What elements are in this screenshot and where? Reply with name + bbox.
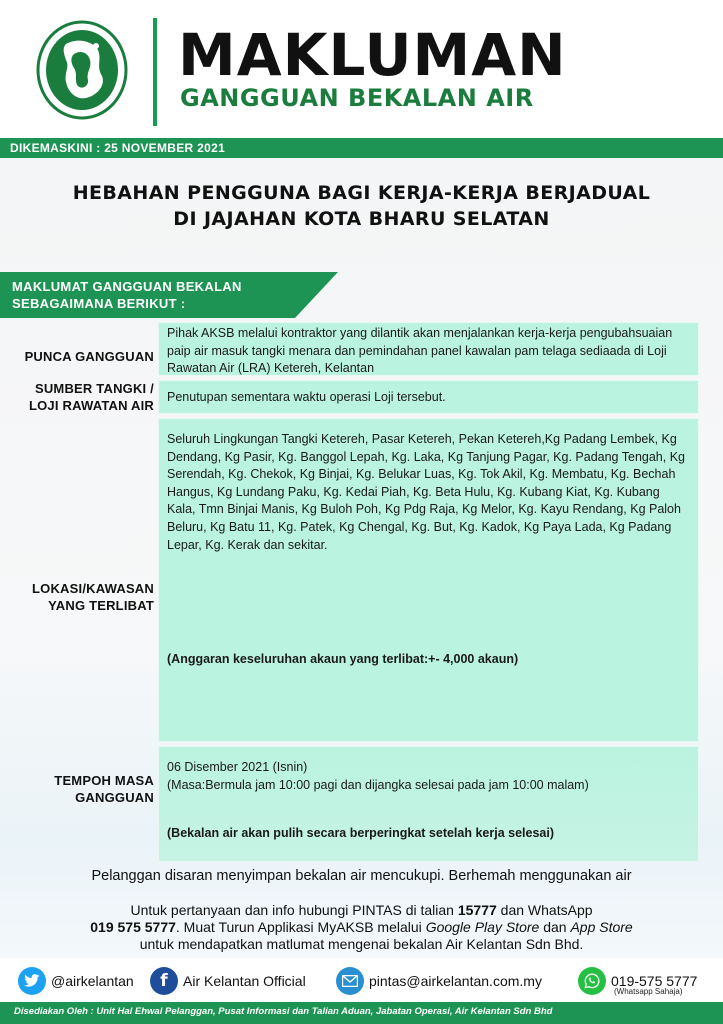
updated-date: DIKEMASKINI : 25 NOVEMBER 2021 xyxy=(10,141,226,155)
facebook-icon: f xyxy=(150,967,178,995)
label-lokasi-line2: YANG TERLIBAT xyxy=(48,598,154,613)
lokasi-accounts: (Anggaran keseluruhan akaun yang terlibat:+- 4,000 akaun) xyxy=(167,652,519,666)
info-banner-line2: SEBAGAIMANA BERIKUT : xyxy=(12,296,186,311)
label-punca xyxy=(0,348,154,365)
footer-bar xyxy=(0,1002,723,1024)
page-subtitle: GANGGUAN BEKALAN AIR xyxy=(180,84,534,112)
notice-title-line2: DI JAJAHAN KOTA BHARU SELATAN xyxy=(173,208,550,230)
label-sumber-line1: SUMBER TANGKI / xyxy=(34,381,154,396)
notice-title-line1: HEBAHAN PENGGUNA BAGI KERJA-KERJA BERJADUAL xyxy=(72,182,651,204)
info-banner-line1: MAKLUMAT GANGGUAN BEKALAN xyxy=(12,279,242,294)
box-punca xyxy=(158,322,699,376)
contact-p1: Untuk pertanyaan dan info hubungi PINTAS di talian xyxy=(130,902,458,918)
social-twitter[interactable] xyxy=(18,966,134,996)
social-bar xyxy=(0,960,723,1002)
email-icon xyxy=(336,967,364,995)
twitter-handle: @airkelantan xyxy=(51,973,134,989)
notice-title xyxy=(0,180,723,232)
label-lokasi xyxy=(0,580,154,614)
contact-app-store: App Store xyxy=(570,919,633,935)
info-banner xyxy=(0,272,340,318)
label-tempoh xyxy=(0,772,154,806)
contact-info xyxy=(0,902,723,953)
contact-p2: dan WhatsApp xyxy=(496,902,593,918)
tempoh-restore: (Bekalan air akan pulih secara berperingkat setelah kerja selesai) xyxy=(167,826,554,840)
contact-line1 xyxy=(0,902,723,919)
whatsapp-number: 019-575 5777 xyxy=(611,973,698,989)
social-facebook[interactable] xyxy=(150,966,306,996)
contact-line2 xyxy=(0,919,723,936)
label-punca-text: PUNCA GANGGUAN xyxy=(24,349,154,364)
label-tempoh-line1: TEMPOH MASA xyxy=(54,773,154,788)
whatsapp-icon xyxy=(578,967,606,995)
contact-google-play: Google Play Store xyxy=(425,919,540,935)
twitter-icon xyxy=(18,967,46,995)
contact-whatsapp: 019 575 5777 xyxy=(90,919,176,935)
tempoh-time: (Masa:Bermula jam 10:00 pagi dan dijangka selesai pada jam 10:00 malam) xyxy=(167,777,589,792)
punca-text: Pihak AKSB melalui kontraktor yang dilantik akan menjalankan kerja-kerja pengubahsuaian paip air masuk tangki menara dan pemindahan panel kawalan pam telaga sediaada di Loji Rawatan Air (LRA) Ketereh, Kelantan xyxy=(167,326,673,376)
facebook-page: Air Kelantan Official xyxy=(183,973,306,989)
social-email[interactable] xyxy=(336,966,542,996)
box-tempoh xyxy=(158,746,699,862)
contact-line3: untuk mendapatkan matlumat mengenai bekalan Air Kelantan Sdn Bhd. xyxy=(139,936,584,952)
footer-credit: Disediakan Oleh : Unit Hal Ehwal Pelanggan, Pusat Informasi dan Talian Aduan, Jabatan Operasi, Air Kelantan Sdn Bhd xyxy=(14,1006,553,1017)
page-title: MAKLUMAN xyxy=(178,21,567,89)
email-address: pintas@airkelantan.com.my xyxy=(369,973,542,989)
tempoh-date: 06 Disember 2021 (Isnin) xyxy=(167,760,308,774)
header-divider xyxy=(153,18,157,126)
label-lokasi-line1: LOKASI/KAWASAN xyxy=(32,581,154,596)
contact-hotline: 15777 xyxy=(457,902,497,918)
label-sumber-line2: LOJI RAWATAN AIR xyxy=(28,398,154,413)
lokasi-text: Seluruh Lingkungan Tangki Ketereh, Pasar Ketereh, Pekan Ketereh,Kg Padang Lembek, Kg Dendang, Kg Pasir, Kg. Banggol Lepah, Kg. Laka, Kg Tanjung Pagar, Kg. Padang Tengah, Kg Serendah, Kg. Chekok, Kg Binjai, Kg. Belukar Luas, Kg. Tok Akil, Kg. Membatu, Kg. Bechah Hangus, Kg Lundang Paku, Kg. Kedai Piah, Kg. Beta Hulu, Kg. Kubang Kiat, Kg. Kubang Kala, Tmn Binjai Manis, Kg Buloh Poh, Kg Pdg Raja, Kg Melor, Kg. Kayu Rendang, Kg Paloh Beluru, Kg Batu 11, Kg. Patek, Kg Chengal, Kg. But, Kg. Kadok, Kg Paya Lada, Kg Padang Lepar, Kg. Kerak dan sekitar. xyxy=(167,432,685,552)
label-sumber xyxy=(0,380,154,414)
label-tempoh-line2: GANGGUAN xyxy=(75,790,154,805)
advice-text: Pelanggan disaran menyimpan bekalan air mencukupi. Berhemah menggunakan air xyxy=(91,868,632,884)
air-kelantan-logo xyxy=(36,20,128,120)
whatsapp-note: (Whatsapp Sahaja) xyxy=(614,987,683,996)
sumber-text: Penutupan sementara waktu operasi Loji tersebut. xyxy=(167,390,446,404)
header xyxy=(0,0,723,138)
box-lokasi xyxy=(158,418,699,742)
updated-bar xyxy=(0,138,723,158)
contact-p4: dan xyxy=(539,919,571,935)
box-sumber xyxy=(158,380,699,414)
contact-p3: . Muat Turun Applikasi MyAKSB melalui xyxy=(175,919,426,935)
